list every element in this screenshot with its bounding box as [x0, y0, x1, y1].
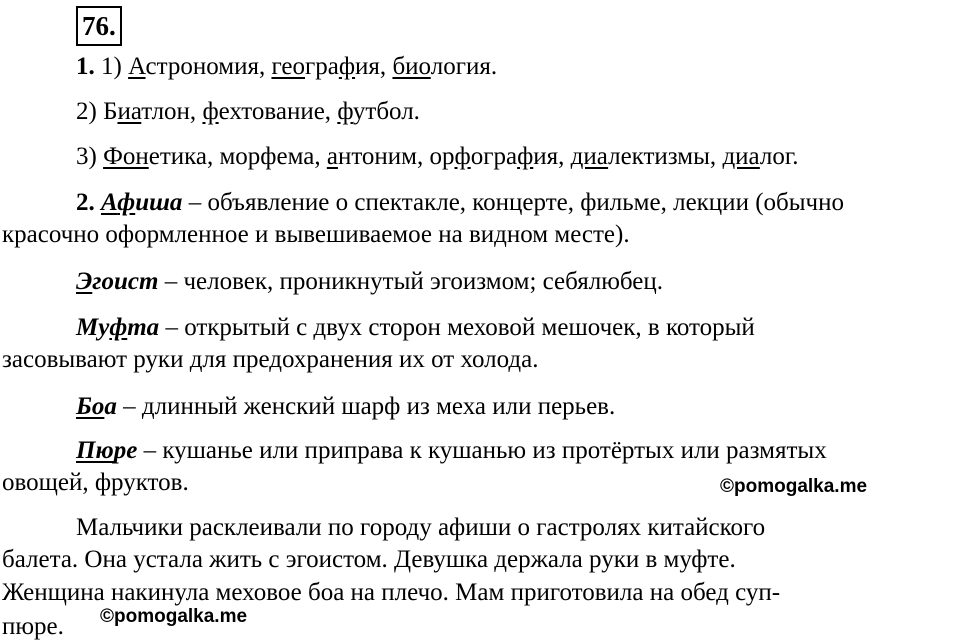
definition-afisha-cont: красочно оформленное и вывешиваемое на видном месте).: [2, 221, 630, 248]
definition-egoist: Эгоист – человек, проникнутый эгоизмом; себялюбец.: [76, 268, 664, 295]
definition-afisha: 2. Афиша – объявление о спектакле, концерте, фильме, лекции (обычно: [76, 189, 844, 216]
watermark: ©pomogalka.me: [100, 606, 248, 627]
task-number: 76.: [76, 6, 122, 46]
item1-line3: 3) Фонетика, морфема, антоним, орфография, диалектизмы, диалог.: [76, 143, 799, 170]
definition-pyure: Пюре – кушанье или приправа к кушанью из протёртых или размятых: [76, 437, 827, 464]
item1-line1: 1. 1) Астрономия, география, биология.: [76, 53, 498, 80]
sentence-line2: балета. Она устала жить с эгоистом. Девушка держала руки в муфте.: [2, 546, 736, 573]
item1-line2: 2) Биатлон, фехтование, футбол.: [76, 98, 420, 125]
definition-boa: Боа – длинный женский шарф из меха или перьев.: [76, 393, 616, 420]
definition-mufta-cont: засовывают руки для предохранения их от холода.: [2, 346, 539, 373]
definition-mufta: Муфта – открытый с двух сторон меховой мешочек, в который: [76, 314, 755, 341]
sentence-line4: пюре.: [2, 613, 64, 640]
sentence-line1: Мальчики расклеивали по городу афиши о гастролях китайского: [76, 514, 766, 541]
definition-pyure-cont: овощей, фруктов.: [2, 469, 189, 496]
sentence-line3: Женщина накинула меховое боа на плечо. Мам приготовила на обед суп-: [2, 579, 781, 606]
watermark: ©pomogalka.me: [720, 476, 868, 497]
